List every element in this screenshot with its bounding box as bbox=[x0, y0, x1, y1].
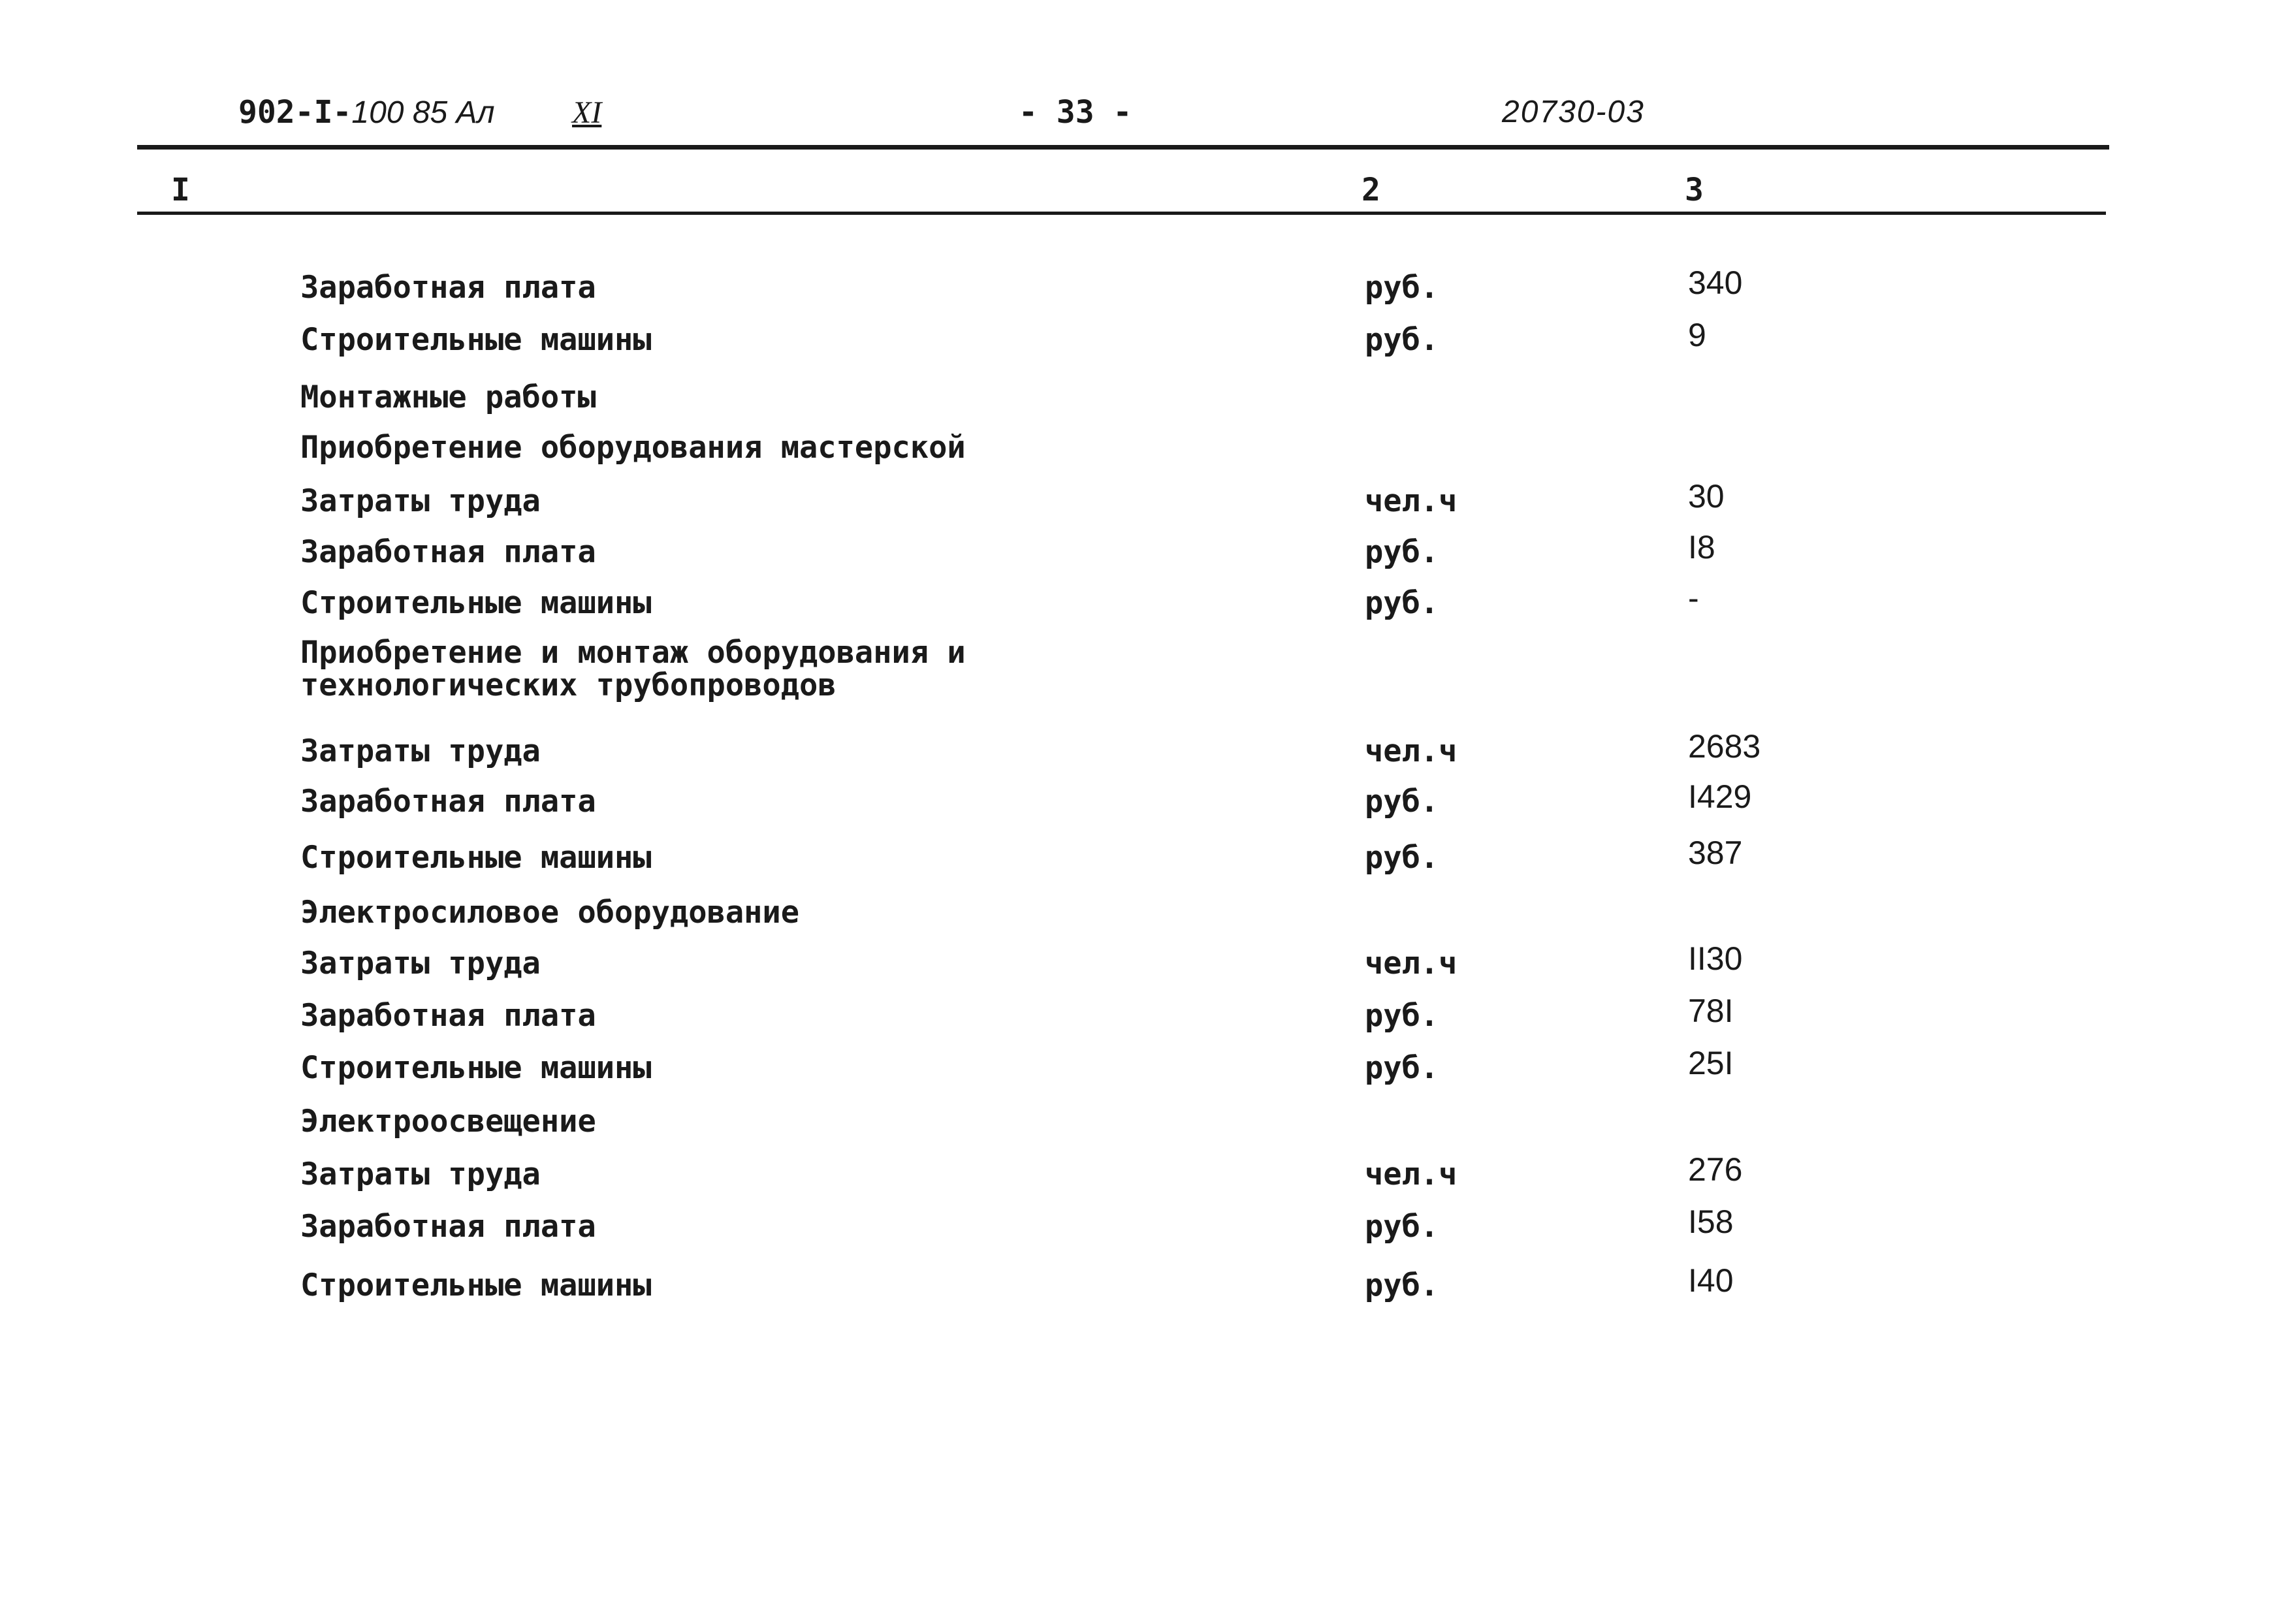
row-value: 2683 bbox=[1688, 728, 1761, 765]
row-name: Приобретение оборудования мастерской bbox=[300, 430, 966, 466]
row-name: Строительные машины bbox=[300, 1050, 652, 1086]
row-unit: руб. bbox=[1365, 1267, 1439, 1303]
document-code-printed: 902-I- bbox=[238, 94, 352, 131]
sheet-number-text: XI bbox=[572, 95, 602, 130]
row-unit: руб. bbox=[1365, 1209, 1439, 1245]
row-value: 276 bbox=[1688, 1151, 1743, 1188]
row-unit: чел.ч bbox=[1365, 946, 1458, 981]
row-unit: руб. bbox=[1365, 998, 1439, 1034]
row-value: 9 bbox=[1688, 317, 1706, 353]
row-unit: руб. bbox=[1365, 784, 1439, 820]
row-value: I8 bbox=[1688, 529, 1715, 565]
table-row bbox=[0, 580, 2294, 632]
table-row bbox=[0, 778, 2294, 831]
row-value: II30 bbox=[1688, 940, 1743, 977]
row-name: Заработная плата bbox=[300, 270, 596, 306]
table-row bbox=[0, 1151, 2294, 1203]
row-value: 387 bbox=[1688, 835, 1743, 871]
row-unit: руб. bbox=[1365, 840, 1439, 876]
row-value: I58 bbox=[1688, 1203, 1734, 1240]
row-value: I40 bbox=[1688, 1262, 1734, 1299]
row-value: - bbox=[1688, 580, 1699, 616]
row-unit: руб. bbox=[1365, 270, 1439, 306]
row-value: 30 bbox=[1688, 478, 1725, 515]
row-unit: руб. bbox=[1365, 585, 1439, 621]
row-value: 25I bbox=[1688, 1045, 1734, 1081]
column-header-1: I bbox=[171, 172, 190, 208]
table-row bbox=[0, 835, 2294, 887]
table-row bbox=[0, 264, 2294, 317]
row-name: Заработная плата bbox=[300, 998, 596, 1034]
doc-number: 20730-03 bbox=[1502, 95, 1645, 129]
table-row bbox=[0, 1262, 2294, 1314]
row-name: Заработная плата bbox=[300, 1209, 596, 1245]
table-row bbox=[0, 529, 2294, 581]
row-value: 340 bbox=[1688, 264, 1743, 301]
row-name: Затраты труда bbox=[300, 733, 541, 769]
row-name: Строительные машины bbox=[300, 1267, 652, 1303]
row-name: Монтажные работы bbox=[300, 379, 596, 415]
table-row bbox=[0, 1105, 2294, 1151]
row-name: Строительные машины bbox=[300, 322, 652, 358]
table-row bbox=[0, 728, 2294, 780]
row-name: Строительные машины bbox=[300, 585, 652, 621]
table-row bbox=[0, 478, 2294, 530]
page-number: - 33 - bbox=[1019, 94, 1132, 131]
row-name: Затраты труда bbox=[300, 946, 541, 981]
row-unit: чел.ч bbox=[1365, 483, 1458, 519]
table-row bbox=[0, 1045, 2294, 1097]
table-row bbox=[0, 431, 2294, 477]
row-unit: руб. bbox=[1365, 1050, 1439, 1086]
table-row bbox=[0, 993, 2294, 1045]
row-value: I429 bbox=[1688, 778, 1752, 815]
row-name: Электроосвещение bbox=[300, 1104, 596, 1139]
table-row bbox=[0, 637, 2294, 715]
row-name: Электросиловое оборудование bbox=[300, 895, 800, 931]
row-name: Затраты труда bbox=[300, 1156, 541, 1192]
table-row bbox=[0, 317, 2294, 369]
row-value: 78I bbox=[1688, 993, 1734, 1029]
table-row bbox=[0, 896, 2294, 942]
row-unit: чел.ч bbox=[1365, 733, 1458, 769]
row-name: Заработная плата bbox=[300, 534, 596, 570]
row-name: Приобретение и монтаж оборудования и технологических трубопроводов bbox=[300, 635, 966, 703]
table-row bbox=[0, 1203, 2294, 1256]
row-unit: руб. bbox=[1365, 534, 1439, 570]
row-name: Заработная плата bbox=[300, 784, 596, 820]
document-code-handwritten: 100 85 Ал bbox=[351, 95, 495, 130]
row-name: Строительные машины bbox=[300, 840, 652, 876]
row-name: Затраты труда bbox=[300, 483, 541, 519]
table-row bbox=[0, 381, 2294, 426]
row-unit: руб. bbox=[1365, 322, 1439, 358]
column-header-3: 3 bbox=[1685, 172, 1704, 208]
row-unit: чел.ч bbox=[1365, 1156, 1458, 1192]
table-row bbox=[0, 940, 2294, 993]
column-header-2: 2 bbox=[1362, 172, 1380, 208]
